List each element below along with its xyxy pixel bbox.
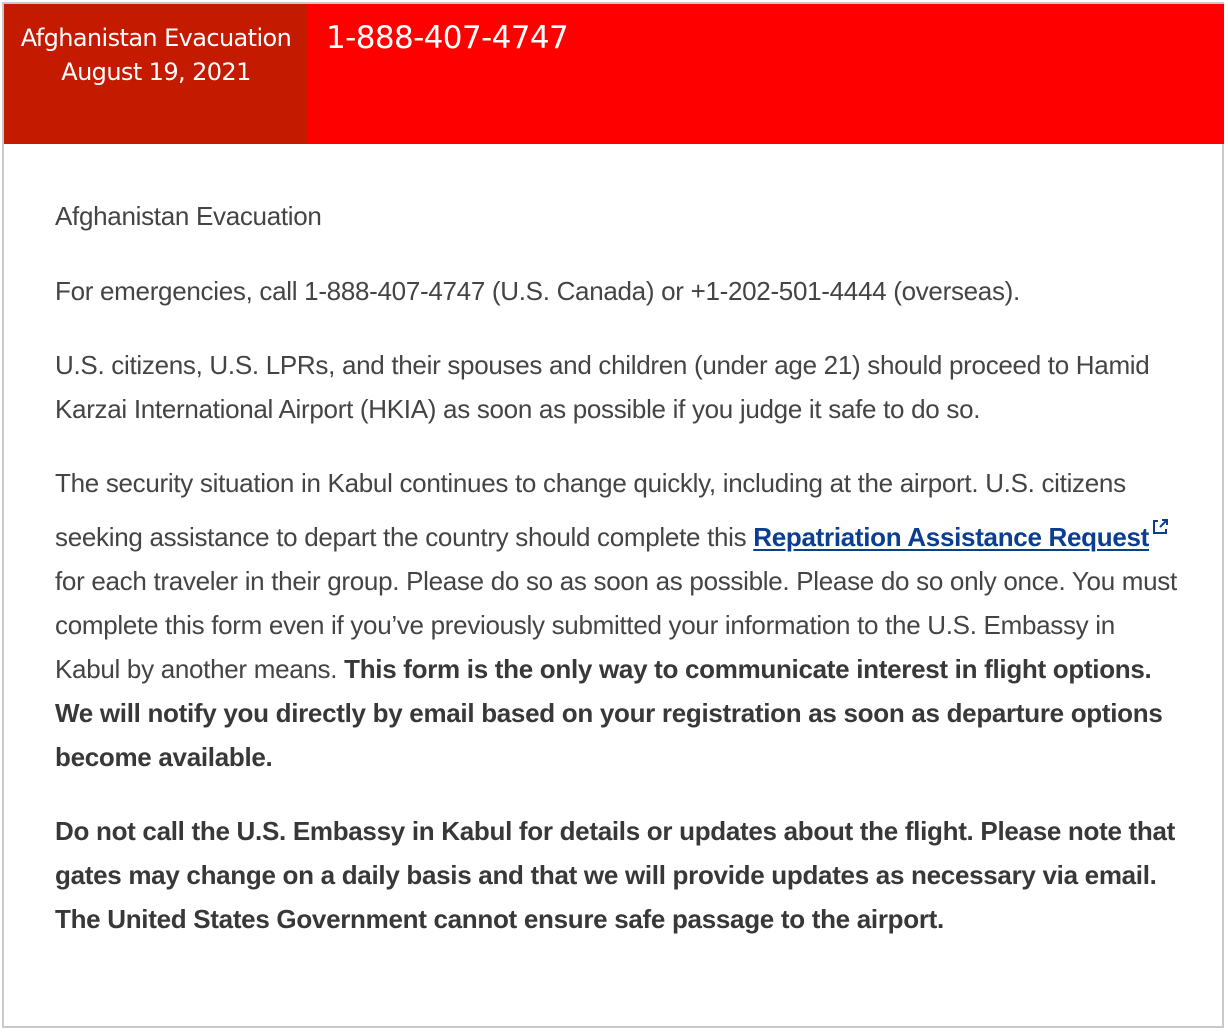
emergency-contact-text: For emergencies, call 1-888-407-4747 (U.S. Canada) or +1-202-501-4444 (overseas). xyxy=(55,276,1020,306)
banner-date: August 19, 2021 xyxy=(61,58,251,86)
security-middle-text: for each traveler in their group. Please do so as soon as possible. Please do so only once. You must complete this form even if you’ve previously submitted your information to the U.S. Embassy in Kabul by another means. xyxy=(55,566,1177,684)
banner-title: Afghanistan Evacuation xyxy=(20,24,292,52)
banner-phone-number[interactable]: 1-888-407-4747 xyxy=(326,20,569,56)
external-link-icon[interactable] xyxy=(1151,505,1169,523)
security-intro-text: The security situation in Kabul continues to change quickly, including at the airport. U.S. citizens seeking assistance to depart the country should complete this xyxy=(55,468,1126,552)
citizens-instruction-text: U.S. citizens, U.S. LPRs, and their spouses and children (under age 21) should proceed to Hamid Karzai International Airport (HKIA) as soon as possible if you judge it safe to do so. xyxy=(55,350,1150,424)
form-important-text: This form is the only way to communicate interest in flight options. We will notify you directly by email based on your registration as soon as departure options become available. xyxy=(55,654,1163,772)
alert-content xyxy=(55,194,1185,971)
final-notice-text: Do not call the U.S. Embassy in Kabul for details or updates about the flight. Please note that gates may change on a daily basis and that we will provide updates as necessary via email. The United States Government cannot ensure safe passage to the airport. xyxy=(55,816,1175,934)
alert-banner xyxy=(4,4,1224,144)
evacuation-alert-card xyxy=(2,2,1224,1028)
repatriation-request-link[interactable]: Repatriation Assistance Request xyxy=(753,522,1150,552)
content-heading: Afghanistan Evacuation xyxy=(55,201,322,231)
banner-title-block xyxy=(4,4,308,144)
security-situation-paragraph xyxy=(55,461,1185,779)
